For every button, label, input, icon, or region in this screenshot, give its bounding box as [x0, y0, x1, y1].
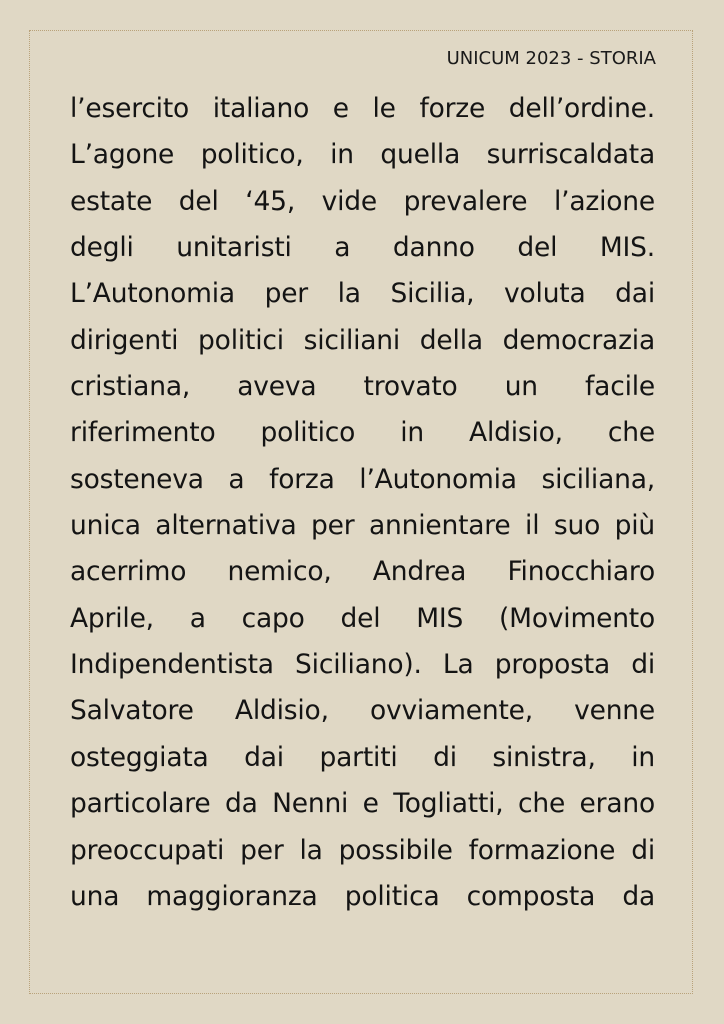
- body-text: [70, 86, 655, 920]
- text-line: L’Autonomia per la Sicilia, voluta dai: [70, 278, 655, 310]
- text-line: Indipendentista Siciliano). La proposta di: [70, 649, 655, 681]
- text-line: Aprile, a capo del MIS (Movimento: [70, 602, 655, 634]
- text-line: particolare da Nenni e Togliatti, che erano: [70, 788, 655, 820]
- text-line: sosteneva a forza l’Autonomia siciliana,: [70, 463, 655, 495]
- text-line: preoccupati per la possibile formazione di: [70, 834, 655, 866]
- text-line: unica alternativa per annientare il suo più: [70, 510, 655, 542]
- page-header: UNICUM 2023 - STORIA: [446, 48, 656, 69]
- text-line: L’agone politico, in quella surriscaldata: [70, 139, 655, 171]
- text-line: acerrimo nemico, Andrea Finocchiaro: [70, 556, 655, 588]
- text-line: una maggioranza politica composta da: [70, 880, 655, 912]
- text-line: estate del ‘45, vide prevalere l’azione: [70, 185, 655, 217]
- text-line: cristiana, aveva trovato un facile: [70, 371, 655, 403]
- text-line: osteggiata dai partiti di sinistra, in: [70, 741, 655, 773]
- text-line: riferimento politico in Aldisio, che: [70, 417, 655, 449]
- text-line: Salvatore Aldisio, ovviamente, venne: [70, 695, 655, 727]
- text-line: degli unitaristi a danno del MIS.: [70, 232, 655, 264]
- text-line: dirigenti politici siciliani della democrazia: [70, 324, 655, 356]
- text-line: l’esercito italiano e le forze dell’ordine.: [70, 93, 655, 124]
